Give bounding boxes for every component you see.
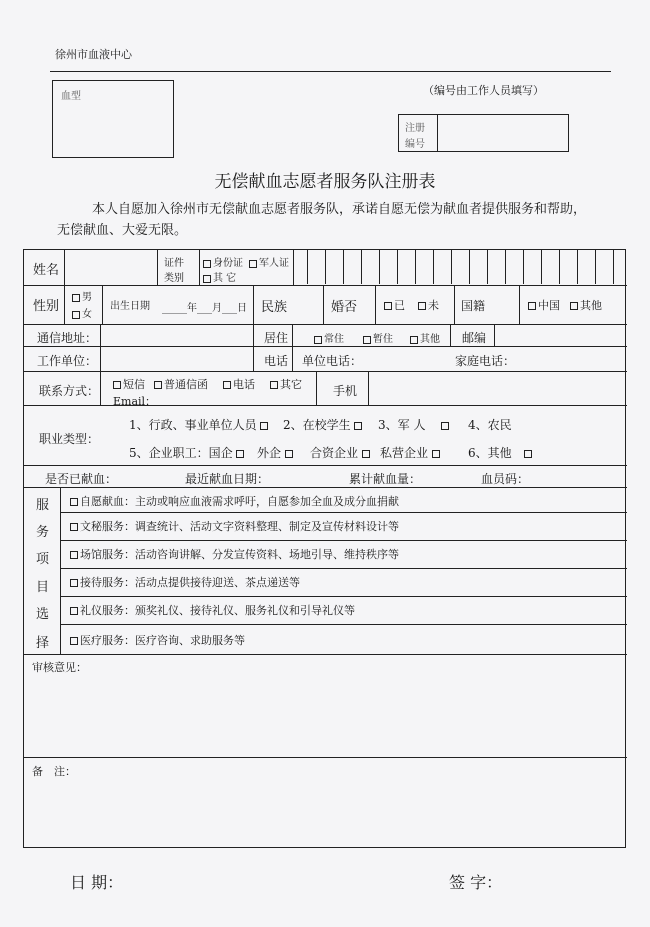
service-char-1: 服 <box>36 498 50 513</box>
birth-date-field[interactable]: _____年___月___日 <box>162 303 247 314</box>
id-number-grid[interactable] <box>292 249 626 284</box>
service-option[interactable]: 接待服务：活动点提供接待迎送、茶点递送等 <box>70 574 300 590</box>
service-char-6: 择 <box>36 636 50 651</box>
registration-number-box[interactable] <box>398 114 569 152</box>
review-field[interactable] <box>24 674 625 754</box>
id-type-label-1: 证件 <box>164 258 184 269</box>
service-char-5: 选 <box>36 607 50 622</box>
occupation-option-1[interactable]: 1、行政、事业单位人员 <box>129 416 270 433</box>
remarks-field[interactable] <box>24 778 625 846</box>
reg-label-2: 编号 <box>405 139 425 150</box>
tel-option[interactable]: 电话 <box>223 376 255 392</box>
work-unit-label: 工作单位： <box>37 354 98 368</box>
remarks-label: 备 注： <box>32 765 76 778</box>
last-donation-label: 最近献血日期： <box>185 472 270 486</box>
blood-type-label: 血型 <box>61 91 81 102</box>
male-option[interactable]: 男 <box>72 288 92 303</box>
sms-option[interactable]: 短信 <box>113 376 145 392</box>
intro-line-1: 本人自愿加入徐州市无偿献血志愿者服务队，承诺自愿无偿为献血者提供服务和帮助， <box>92 202 587 217</box>
ethnic-label: 民族 <box>261 300 288 315</box>
occupation-option-foreign[interactable]: 外企 <box>257 444 295 461</box>
reg-label-1: 注册 <box>405 123 425 134</box>
other-nationality-option[interactable]: 其他 <box>570 297 602 313</box>
service-char-2: 务 <box>36 525 50 540</box>
id-type-label-2: 类别 <box>164 273 184 284</box>
mail-option[interactable]: 普通信函 <box>154 376 208 392</box>
service-option[interactable]: 医疗服务：医疗咨询、求助服务等 <box>70 632 245 648</box>
name-label: 姓名 <box>33 263 60 278</box>
id-card-option[interactable]: 身份证 <box>203 254 243 269</box>
service-option[interactable]: 礼仪服务：颁奖礼仪、接待礼仪、服务礼仪和引导礼仪等 <box>70 602 355 618</box>
service-option[interactable]: 场馆服务：活动咨询讲解、分发宣传资料、场地引导、维持秩序等 <box>70 546 399 562</box>
married-option[interactable]: 已 <box>384 297 405 313</box>
marital-label: 婚否 <box>331 300 358 315</box>
service-option[interactable]: 自愿献血：主动或响应血液需求呼吁，自愿参加全血及成分血捐献 <box>70 493 399 509</box>
intro-line-2: 无偿献血、大爱无限。 <box>57 223 188 238</box>
occupation-option-5[interactable]: 5、企业职工：国企 <box>129 444 246 461</box>
home-phone-label: 家庭电话： <box>455 354 516 368</box>
occupation-option-2[interactable]: 2、在校学生 <box>283 416 364 433</box>
email-label: Email： <box>113 395 157 408</box>
org-name: 徐州市血液中心 <box>55 48 132 61</box>
occupation-option-jv[interactable]: 合资企业 <box>310 444 372 461</box>
birth-label: 出生日期 <box>110 301 150 312</box>
military-id-option[interactable]: 军人证 <box>249 254 289 269</box>
occupation-label: 职业类型： <box>39 432 100 446</box>
phone-label: 电话 <box>264 354 289 368</box>
occupation-option-3[interactable]: 3、军 人 <box>378 416 451 433</box>
donated-label: 是否已献血： <box>45 472 118 486</box>
other-contact-option[interactable]: 其它 <box>270 376 302 392</box>
female-option[interactable]: 女 <box>72 305 92 320</box>
review-label: 审核意见： <box>32 661 87 674</box>
date-label: 日 期： <box>70 873 124 892</box>
residence-label: 居住 <box>264 331 289 345</box>
unmarried-option[interactable]: 未 <box>418 297 439 313</box>
occupation-option-private[interactable]: 私营企业 <box>380 444 442 461</box>
permanent-option[interactable]: 常住 <box>314 330 344 345</box>
total-donation-label: 累计献血量： <box>349 472 422 486</box>
form-title: 无偿献血志愿者服务队注册表 <box>214 172 436 192</box>
service-char-4: 目 <box>36 580 50 595</box>
header-rule <box>50 71 611 72</box>
service-char-3: 项 <box>36 552 50 567</box>
china-option[interactable]: 中国 <box>528 297 560 313</box>
service-option[interactable]: 文秘服务：调查统计、活动文字资料整理、制定及宣传材料设计等 <box>70 518 399 534</box>
name-field[interactable] <box>65 250 157 283</box>
nationality-label: 国籍 <box>461 299 486 313</box>
other-residence-option[interactable]: 其他 <box>410 330 440 345</box>
mobile-label: 手机 <box>333 384 358 398</box>
work-phone-label: 单位电话： <box>302 354 363 368</box>
other-id-option[interactable]: 其 它 <box>203 269 236 284</box>
postcode-label: 邮编 <box>462 331 487 345</box>
signature-label: 签 字： <box>449 873 503 892</box>
staff-note: （编号由工作人员填写） <box>423 84 544 97</box>
gender-label: 性别 <box>33 299 60 314</box>
occupation-option-6[interactable]: 6、其他 <box>468 444 534 461</box>
occupation-option-4[interactable]: 4、农民 <box>468 418 512 432</box>
blood-type-box[interactable] <box>52 80 174 158</box>
temporary-option[interactable]: 暂住 <box>363 330 393 345</box>
address-label: 通信地址： <box>37 331 98 345</box>
contact-label: 联系方式： <box>39 384 100 398</box>
blood-card-label: 血员码： <box>481 472 530 486</box>
